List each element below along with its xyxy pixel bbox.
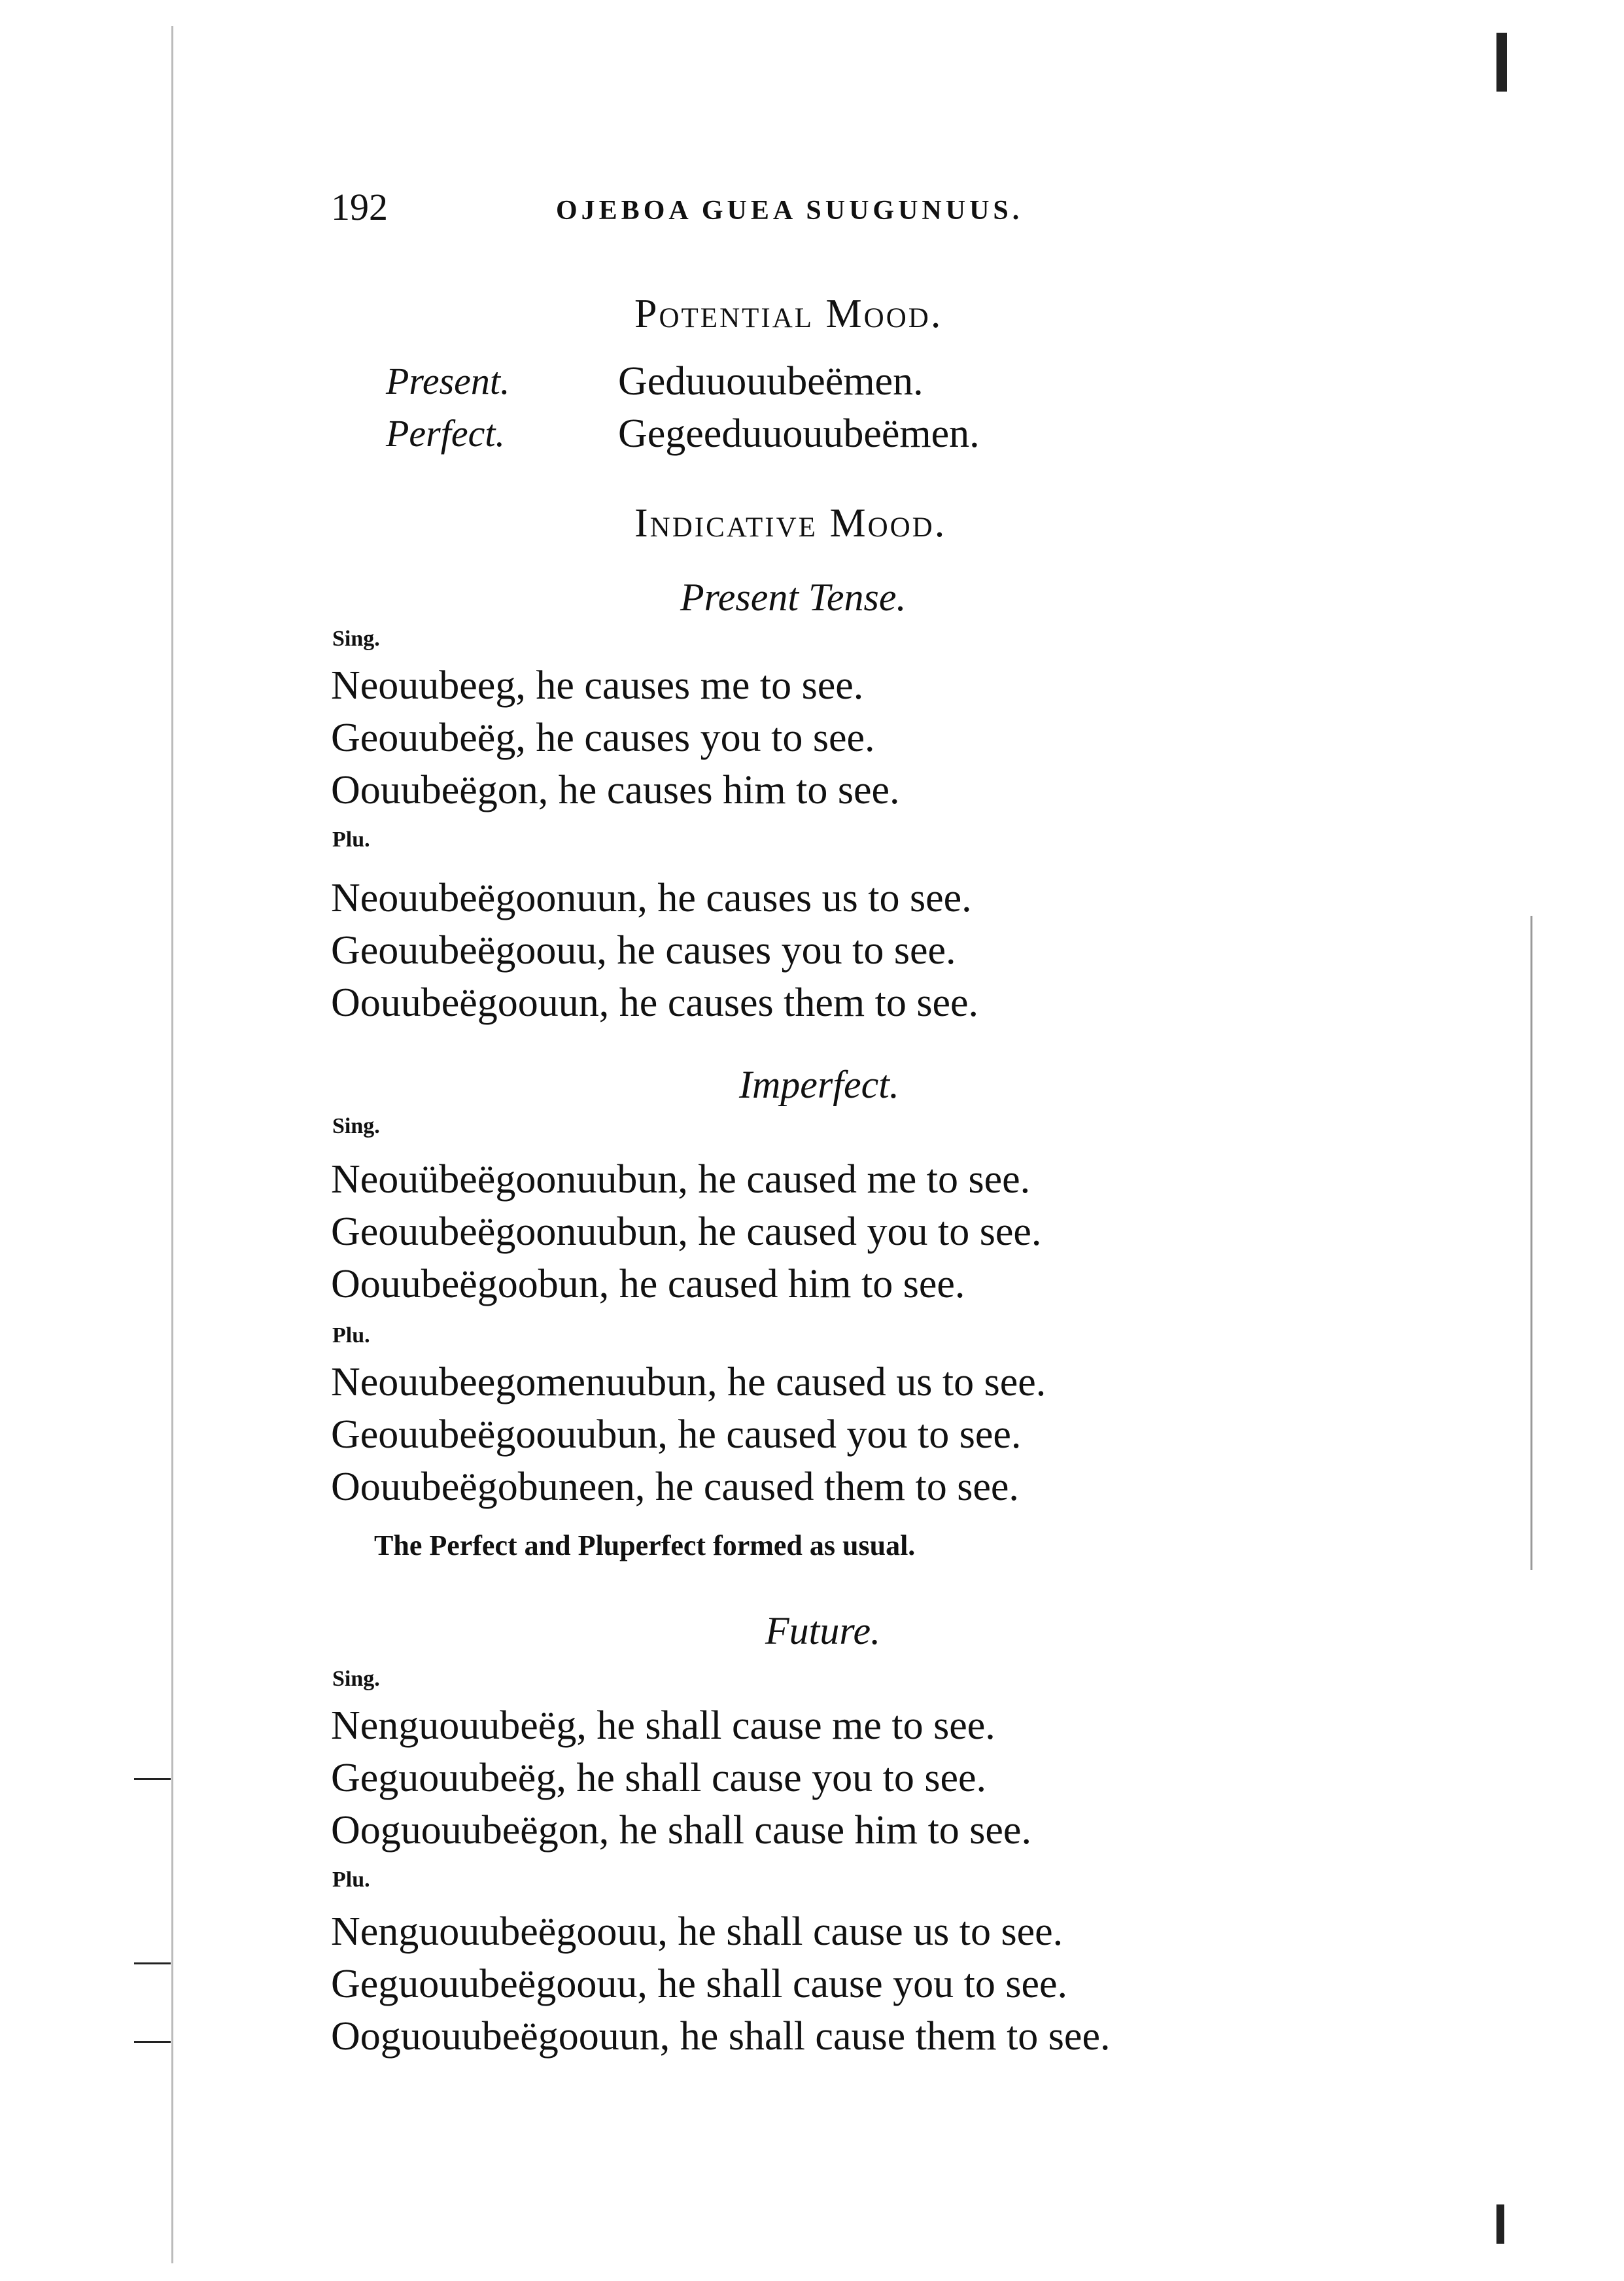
present-plu-line-3: Oouubeëgoouun, he causes them to see. [331,981,979,1025]
present-sing-line-1: Neouubeeg, he causes me to see. [331,663,864,708]
future-sing-line-1: Nenguouubeëg, he shall cause me to see. [331,1703,995,1748]
imperfect-plu-line-1: Neouubeegomenuubun, he caused us to see. [331,1360,1046,1404]
indicative-mood-heading: Indicative Mood. [634,501,947,546]
imperfect-sing-line-1: Neouübeëgoonuubun, he caused me to see. [331,1157,1031,1202]
potential-present-label: Present. [386,360,510,402]
potential-perfect-label: Perfect. [386,412,505,455]
running-title: OJEBOA GUEA SUUGUNUUS. [556,196,1024,226]
future-plu-line-2: Geguouubeëgoouu, he shall cause you to see. [331,1962,1068,2006]
imperfect-note: The Perfect and Pluperfect formed as usual. [374,1529,916,1561]
present-plu-label: Plu. [332,827,370,852]
future-title: Future. [765,1609,881,1652]
future-sing-line-2: Geguouubeëg, he shall cause you to see. [331,1756,987,1800]
future-sing-line-3: Ooguouubeëgon, he shall cause him to see. [331,1808,1031,1853]
future-plu-line-3: Ooguouubeëgoouun, he shall cause them to see. [331,2014,1111,2059]
potential-mood-heading: Potential Mood. [634,292,943,336]
potential-perfect-form: Gegeeduuouubeëmen. [618,411,980,456]
imperfect-sing-line-3: Oouubeëgoobun, he caused him to see. [331,1262,965,1306]
present-sing-line-3: Oouubeëgon, he causes him to see. [331,768,900,812]
potential-present-form: Geduuouubeëmen. [618,359,924,404]
future-plu-line-1: Nenguouubeëgoouu, he shall cause us to see. [331,1909,1063,1954]
margin-mark-left-1 [134,1778,171,1780]
present-plu-line-2: Geouubeëgoouu, he causes you to see. [331,928,956,973]
imperfect-plu-line-2: Geouubeëgoouubun, he caused you to see. [331,1412,1022,1457]
imperfect-sing-label: Sing. [332,1114,380,1138]
page-number: 192 [331,186,388,228]
page-mark-bottom-right [1496,2204,1504,2244]
imperfect-plu-line-3: Oouubeëgobuneen, he caused them to see. [331,1465,1019,1509]
left-scan-edge [171,26,173,2263]
present-tense-title: Present Tense. [680,576,907,619]
imperfect-plu-label: Plu. [332,1323,370,1348]
margin-mark-left-2 [134,1962,171,1964]
present-sing-line-2: Geouubeëg, he causes you to see. [331,716,875,760]
page-mark-top-right [1496,33,1507,92]
imperfect-sing-line-2: Geouubeëgoonuubun, he caused you to see. [331,1210,1042,1254]
future-plu-label: Plu. [332,1868,370,1892]
present-sing-label: Sing. [332,627,380,651]
right-scan-edge [1530,916,1532,1570]
imperfect-title: Imperfect. [739,1063,899,1106]
future-sing-label: Sing. [332,1667,380,1691]
margin-mark-left-3 [134,2041,171,2043]
present-plu-line-1: Neouubeëgoonuun, he causes us to see. [331,876,972,920]
